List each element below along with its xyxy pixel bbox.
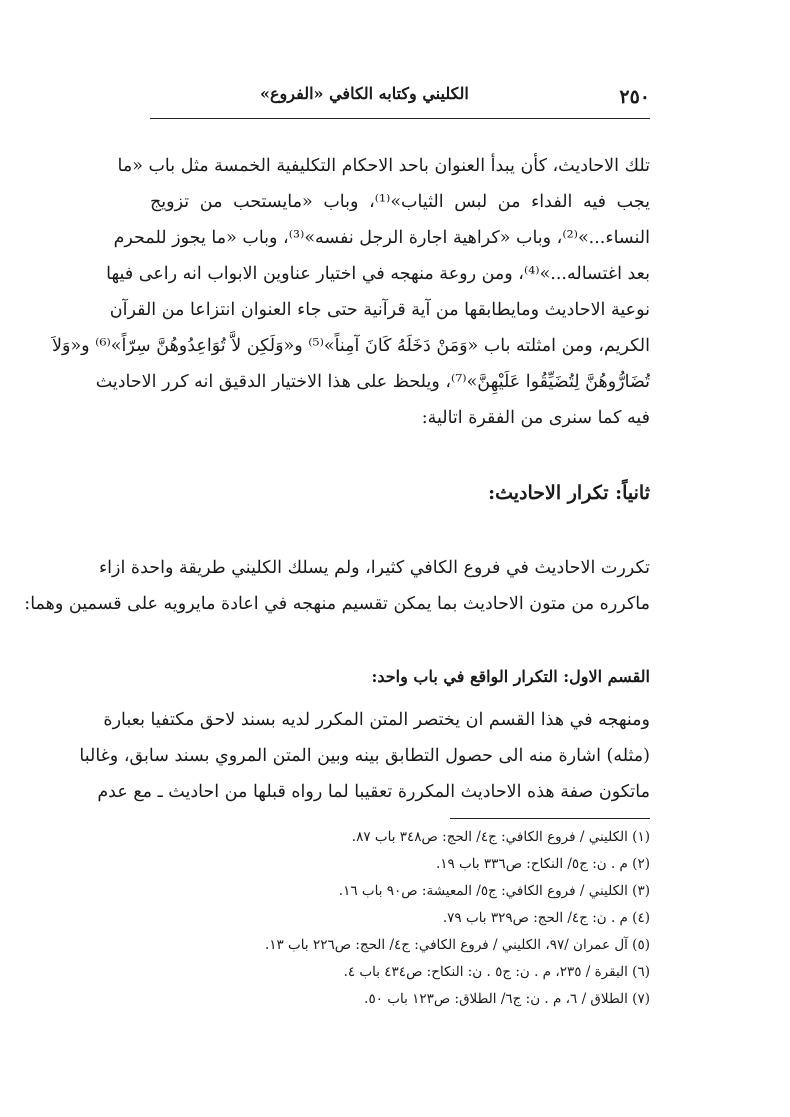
section-heading: ثانياً: تكرار الاحاديث: (488, 482, 650, 504)
footnote: (٦) البقرة / ٢٣٥، م . ن: ج٥ . ن: النكاح: ص٤٣٤ باب ٤. (343, 964, 650, 980)
paragraph-3 (79, 702, 650, 810)
subsection-heading: القسم الاول: التكرار الواقع في باب واحد: (371, 667, 650, 686)
footnote: (٣) الكليني / فروع الكافي: ج٥/ المعيشة: ص٩٠ باب ١٦. (338, 883, 650, 899)
text-line: تلك الاحاديث، كأن يبدأ العنوان باحد الاحكام التكليفية الخمسة مثل باب «ما (117, 156, 650, 176)
page-number: ٢٥٠ (619, 86, 650, 108)
text-line: تكررت الاحاديث في فروع الكافي كثيرا، ولم يسلك الكليني طريقة واحدة ازاء (98, 558, 650, 578)
footnote: (٧) الطلاق / ٦، م . ن: ج٦/ الطلاق: ص١٢٣ باب ٥٠. (364, 991, 650, 1007)
text-line: ماكرره من متون الاحاديث بما يمكن تقسيم منهجه في اعادة مايرويه على قسمين وهما: (24, 594, 650, 614)
footnote: (٢) م . ن: ج٥/ النكاح: ص٣٣٦ باب ١٩. (435, 856, 650, 872)
footnote-rule (450, 818, 650, 819)
text-line: تُضَارُّوهُنَّ لِتُضَيِّقُوا عَلَيْهِنَّ»⁽⁷⁾، ويلحظ على هذا الاختيار الدقيق انه كرر الاحاديث (95, 372, 650, 392)
text-line: بعد اغتساله...»⁽⁴⁾، ومن روعة منهجه في اختيار عناوين الابواب انه راعى فيها (106, 264, 650, 284)
paragraph-1 (52, 148, 651, 436)
header-rule (150, 118, 650, 119)
running-header-title: الكليني وكتابه الكافي «الفروع» (260, 84, 469, 103)
text-line: ومنهجه في هذا القسم ان يختصر المتن المكرر لديه بسند لاحق مكتفيا بعبارة (103, 710, 650, 730)
text-line: فيه كما سنرى من الفقرة اتالية: (421, 408, 650, 428)
text-line: ماتكون صفة هذه الاحاديث المكررة تعقيبا لما رواه قبلها من احاديث ـ مع عدم (97, 782, 650, 802)
text-line: يجب فيه الفداء من لبس الثياب»⁽¹⁾، وباب «مايستحب من تزويج (150, 192, 651, 212)
text-line: (مثله) اشارة منه الى حصول التطابق بينه وبين المتن المروي بسند سابق، وغالبا (79, 746, 650, 766)
text-line: نوعية الاحاديث ومايطابقها من آية قرآنية حتى جاء العنوان انتزاعا من القرآن (109, 300, 650, 320)
footnote: (٥) آل عمران /٩٧، الكليني / فروع الكافي: ج٤/ الحج: ص٢٢٦ باب ١٣. (264, 937, 650, 953)
text-line: الكريم، ومن امثلته باب «وَمَنْ دَخَلَهُ كَانَ آمِناً»⁽⁵⁾ و«وَلَكِن لاَّ تُوَاعِدُوهُنَّ سِرّاً»⁽⁶⁾ و«وَلاَ (52, 336, 650, 356)
paragraph-2 (24, 550, 650, 622)
footnote: (٤) م . ن: ج٤/ الحج: ص٣٢٩ باب ٧٩. (442, 910, 650, 926)
text-line: النساء...»⁽²⁾، وباب «كراهية اجارة الرجل نفسه»⁽³⁾، وباب «ما يجوز للمحرم (113, 228, 650, 248)
footnote: (١) الكليني / فروع الكافي: ج٤/ الحج: ص٣٤٨ باب ٨٧. (351, 829, 650, 845)
